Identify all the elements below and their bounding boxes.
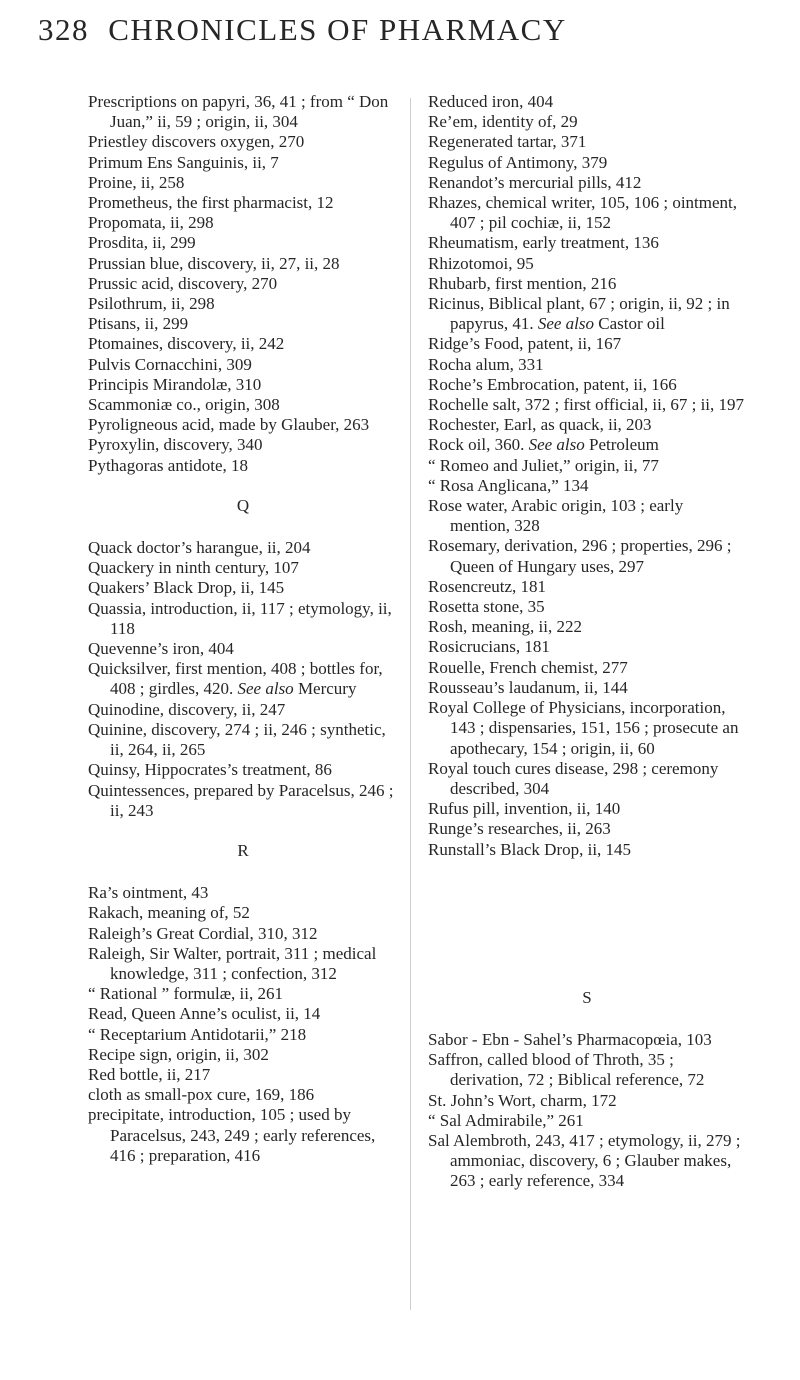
- see-also-label: See also: [528, 435, 585, 455]
- index-entry: Prosdita, ii, 299: [88, 233, 196, 253]
- index-entry: “ Receptarium Antidotarii,” 218: [88, 1024, 307, 1044]
- index-entry: Pyroligneous acid, made by Glauber, 263: [88, 415, 370, 435]
- index-entry: [428, 294, 746, 334]
- index-entry: Rheumatism, early treatment, 136: [428, 233, 659, 253]
- index-entry: Rosemary, derivation, 296 ; properties, 296 ; Queen of Hungary uses, 297: [428, 536, 732, 576]
- cross-reference: Petroleum: [584, 435, 659, 455]
- index-entry: Regenerated tartar, 371: [428, 132, 587, 152]
- section-letter-heading: S: [582, 987, 592, 1007]
- index-entry: “ Sal Admirabile,” 261: [428, 1110, 584, 1130]
- index-entry: Runge’s researches, ii, 263: [428, 819, 611, 839]
- running-title: CHRONICLES OF PHARMACY: [108, 12, 567, 47]
- index-entry: Principis Mirandolæ, 310: [88, 374, 262, 394]
- index-entry: Ra’s ointment, 43: [88, 883, 209, 903]
- index-entry: Roche’s Embrocation, patent, ii, 166: [428, 374, 677, 394]
- index-entry: Ridge’s Food, patent, ii, 167: [428, 334, 622, 354]
- index-entry: cloth as small-pox cure, 169, 186: [88, 1085, 315, 1105]
- index-entry: Rosencreutz, 181: [428, 576, 547, 596]
- index-entry: Rhizotomoi, 95: [428, 253, 534, 273]
- index-entry: Ptisans, ii, 299: [88, 314, 189, 334]
- index-entry: [428, 435, 746, 455]
- index-entry: Quackery in ninth century, 107: [88, 558, 299, 578]
- index-entry: Re’em, identity of, 29: [428, 112, 578, 132]
- index-entry: Rosicrucians, 181: [428, 637, 550, 657]
- index-entry: Psilothrum, ii, 298: [88, 294, 215, 314]
- entry-text: Rock oil, 360.: [428, 435, 525, 455]
- index-entry: Raleigh’s Great Cordial, 310, 312: [88, 923, 318, 943]
- index-entry: Runstall’s Black Drop, ii, 145: [428, 839, 632, 859]
- index-entry: Prussic acid, discovery, 270: [88, 273, 278, 293]
- index-entry: Rosetta stone, 35: [428, 597, 545, 617]
- index-entry: Primum Ens Sanguinis, ii, 7: [88, 152, 279, 172]
- running-header: [38, 12, 567, 48]
- index-entry: Rochelle salt, 372 ; first official, ii, 67 ; ii, 197: [428, 395, 745, 415]
- index-entry: Ptomaines, discovery, ii, 242: [88, 334, 285, 354]
- cross-reference: Castor oil: [594, 314, 665, 334]
- index-entry: Rocha alum, 331: [428, 354, 544, 374]
- index-entry: Rakach, meaning of, 52: [88, 903, 250, 923]
- index-entry: [88, 659, 398, 699]
- index-entry: Quinodine, discovery, ii, 247: [88, 699, 286, 719]
- index-entry: Scammoniæ co., origin, 308: [88, 395, 280, 415]
- index-entry: Rufus pill, invention, ii, 140: [428, 799, 621, 819]
- index-entry: Renandot’s mercurial pills, 412: [428, 172, 642, 192]
- index-entry: Rosh, meaning, ii, 222: [428, 617, 582, 637]
- index-entry: Quinsy, Hippocrates’s treatment, 86: [88, 760, 332, 780]
- index-entry: Saffron, called blood of Throth, 35 ; derivation, 72 ; Biblical reference, 72: [428, 1050, 705, 1090]
- index-entry: Sal Alembroth, 243, 417 ; etymology, ii, 279 ; ammoniac, discovery, 6 ; Glauber makes, 263 ; early reference, 334: [428, 1130, 741, 1191]
- right-index-column: [428, 92, 746, 1192]
- index-entry: Quevenne’s iron, 404: [88, 639, 234, 659]
- index-entry: “ Romeo and Juliet,” origin, ii, 77: [428, 455, 659, 475]
- index-entry: Prometheus, the first pharmacist, 12: [88, 193, 334, 213]
- index-entry: Quintessences, prepared by Paracelsus, 246 ; ii, 243: [88, 780, 394, 820]
- see-also-label: See also: [537, 314, 595, 334]
- index-entry: Rhazes, chemical writer, 105, 106 ; ointment, 407 ; pil cochiæ, ii, 152: [428, 193, 738, 233]
- index-entry: Read, Queen Anne’s oculist, ii, 14: [88, 1004, 321, 1024]
- index-entry: Royal College of Physicians, incorporation, 143 ; dispensaries, 151, 156 ; prosecute an apothecary, 154 ; origin, ii, 60: [428, 698, 739, 758]
- index-entry: Rose water, Arabic origin, 103 ; early mention, 328: [428, 496, 684, 536]
- cross-reference: Mercury: [293, 679, 357, 699]
- index-entry: “ Rational ” formulæ, ii, 261: [88, 984, 283, 1004]
- index-entry: Sabor - Ebn - Sahel’s Pharmacopœia, 103: [428, 1029, 712, 1049]
- index-entry: Raleigh, Sir Walter, portrait, 311 ; medical knowledge, 311 ; confection, 312: [88, 943, 377, 983]
- see-also-label: See also: [237, 679, 294, 699]
- index-entry: Pulvis Cornacchini, 309: [88, 354, 252, 374]
- index-entry: Propomata, ii, 298: [88, 213, 214, 233]
- index-entry: Pythagoras antidote, 18: [88, 455, 249, 475]
- entry-text: Quicksilver, first mention, 408 ; bottles for, 408 ; girdles, 420.: [88, 659, 383, 699]
- index-entry: Rhubarb, first mention, 216: [428, 273, 617, 293]
- index-entry: Quinine, discovery, 274 ; ii, 246 ; synthetic, ii, 264, ii, 265: [88, 719, 386, 760]
- index-entry: Recipe sign, origin, ii, 302: [88, 1044, 269, 1064]
- index-entry: Prescriptions on papyri, 36, 41 ; from “ Don Juan,” ii, 59 ; origin, ii, 304: [88, 92, 389, 132]
- index-entry: Rousseau’s laudanum, ii, 144: [428, 677, 628, 697]
- index-entry: Proine, ii, 258: [88, 172, 185, 192]
- index-entry: Reduced iron, 404: [428, 92, 554, 111]
- index-entry: Royal touch cures disease, 298 ; ceremony described, 304: [428, 758, 719, 798]
- index-entry: Pyroxylin, discovery, 340: [88, 435, 263, 455]
- index-entry: St. John’s Wort, charm, 172: [428, 1090, 617, 1110]
- page-number: 328: [38, 12, 89, 47]
- index-entry: Priestley discovers oxygen, 270: [88, 132, 305, 152]
- left-index-column: [88, 92, 398, 1166]
- index-entry: Prussian blue, discovery, ii, 27, ii, 28: [88, 253, 340, 273]
- section-letter-heading: R: [237, 840, 249, 860]
- index-entry: Rochester, Earl, as quack, ii, 203: [428, 415, 652, 435]
- index-entry: Rouelle, French chemist, 277: [428, 657, 628, 677]
- column-divider: [410, 98, 411, 1310]
- index-entry: Regulus of Antimony, 379: [428, 152, 608, 172]
- entry-text: Ricinus, Biblical plant, 67 ; origin, ii, 92 ; in papyrus, 41.: [428, 294, 730, 334]
- index-entry: Quassia, introduction, ii, 117 ; etymology, ii, 118: [88, 598, 392, 638]
- index-entry: “ Rosa Anglicana,” 134: [428, 475, 589, 495]
- index-entry: Quack doctor’s harangue, ii, 204: [88, 538, 311, 558]
- section-letter-heading: Q: [236, 495, 250, 515]
- index-entry: Quakers’ Black Drop, ii, 145: [88, 578, 285, 598]
- index-entry: Red bottle, ii, 217: [88, 1064, 211, 1084]
- index-entry: precipitate, introduction, 105 ; used by Paracelsus, 243, 249 ; early references, 416 ; preparation, 416: [88, 1105, 376, 1165]
